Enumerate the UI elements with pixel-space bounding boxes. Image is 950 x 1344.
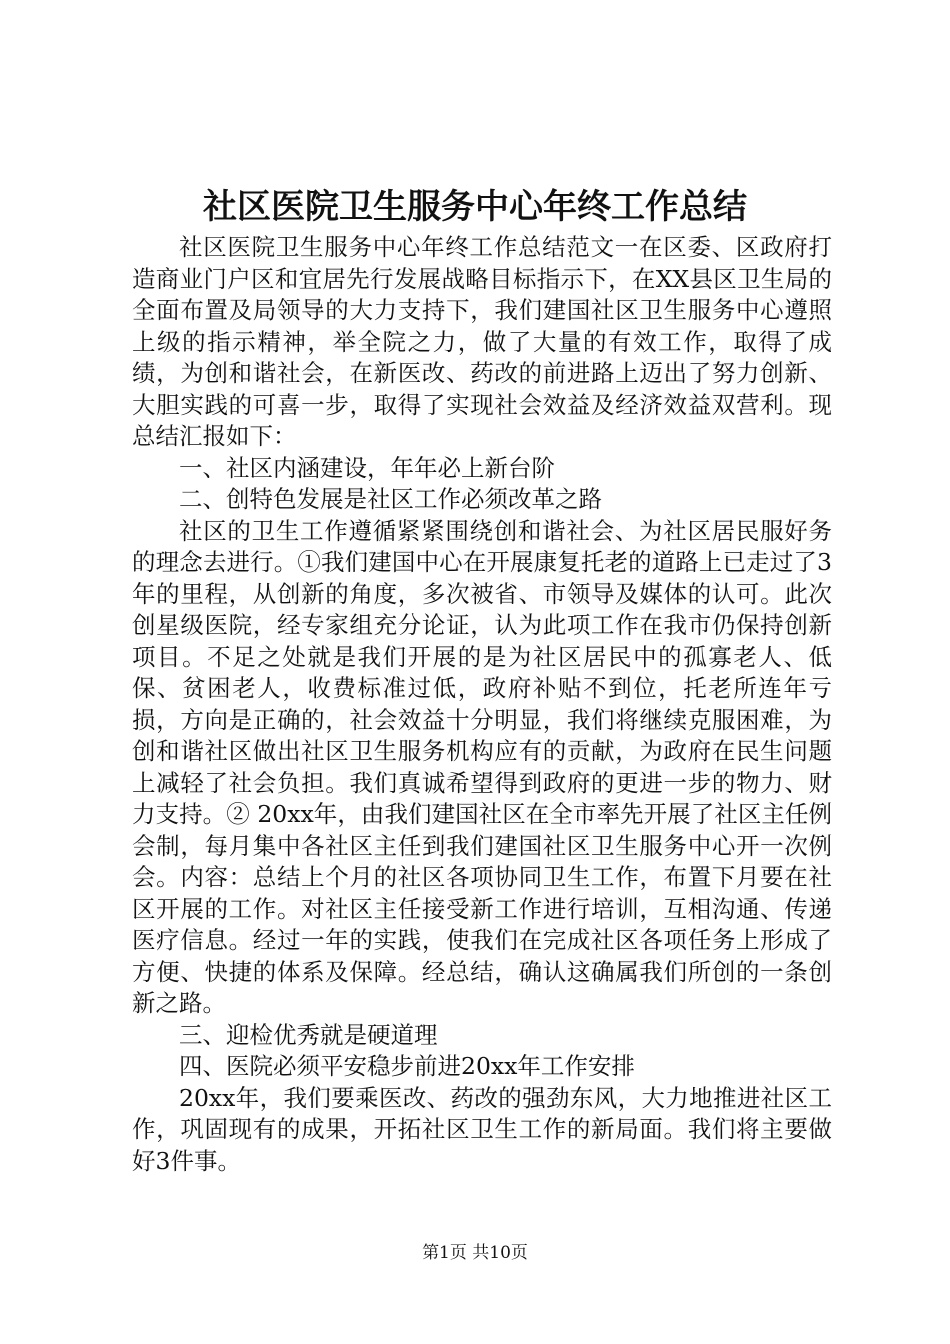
section-2-paragraph: 社区的卫生工作遵循紧紧围绕创和谐社会、为社区居民服好务的理念去进行。①我们建国中心在开展康复托老的道路上已走过了3年的里程，从创新的角度，多次被省、市领导及媒体的认可。此次创星级医院，经专家组充分论证，认为此项工作在我市仍保持创新项目。不足之处就是我们开展的是为社区居民中的孤寡老人、低保、贫困老人，收费标准过低，政府补贴不到位，托老所连年亏损，方向是正确的，社会效益十分明显，我们将继续克服困难，为创和谐社区做出社区卫生服务机构应有的贡献，为政府在民生问题上减轻了社会负担。我们真诚希望得到政府的更进一步的物力、财力支持。② 20xx年，由我们建国社区在全市率先开展了社区主任例会制，每月集中各社区主任到我们建国社区卫生服务中心开一次例会。内容：总结上个月的社区各项协同卫生工作，布置下月要在社区开展的工作。对社区主任接受新工作进行培训，互相沟通、传递医疗信息。经过一年的实践，使我们在完成社区各项任务上形成了方便、快捷的体系及保障。经总结，确认这确属我们所创的一条创新之路。 — [132, 516, 832, 1017]
document-body — [132, 232, 832, 1177]
section-heading-1: 一、社区内涵建设，年年必上新台阶 — [179, 453, 555, 482]
intro-paragraph: 社区医院卫生服务中心年终工作总结范文一在区委、区政府打造商业门户区和宜居先行发展战略目标指示下，在XX县区卫生局的全面布置及局领导的大力支持下，我们建国社区卫生服务中心遵照上级的指示精神，举全院之力，做了大量的有效工作，取得了成绩，为创和谐社会，在新医改、药改的前进路上迈出了努力创新、大胆实践的可喜一步，取得了实现社会效益及经济效益双营利。现总结汇报如下： — [132, 233, 832, 450]
section-heading-2: 二、创特色发展是社区工作必须改革之路 — [179, 485, 602, 513]
section-heading-4: 四、医院必须平安稳步前进20xx年工作安排 — [179, 1052, 635, 1080]
document-title: 社区医院卫生服务中心年终工作总结 — [203, 187, 747, 227]
section-4-paragraph: 20xx年，我们要乘医改、药改的强劲东风，大力地推进社区工作，巩固现有的成果，开拓社区卫生工作的新局面。我们将主要做好3件事。 — [132, 1083, 832, 1175]
section-heading-3: 三、迎检优秀就是硬道理 — [179, 1020, 438, 1049]
page-number-footer: 第1页 共10页 — [422, 1243, 528, 1263]
